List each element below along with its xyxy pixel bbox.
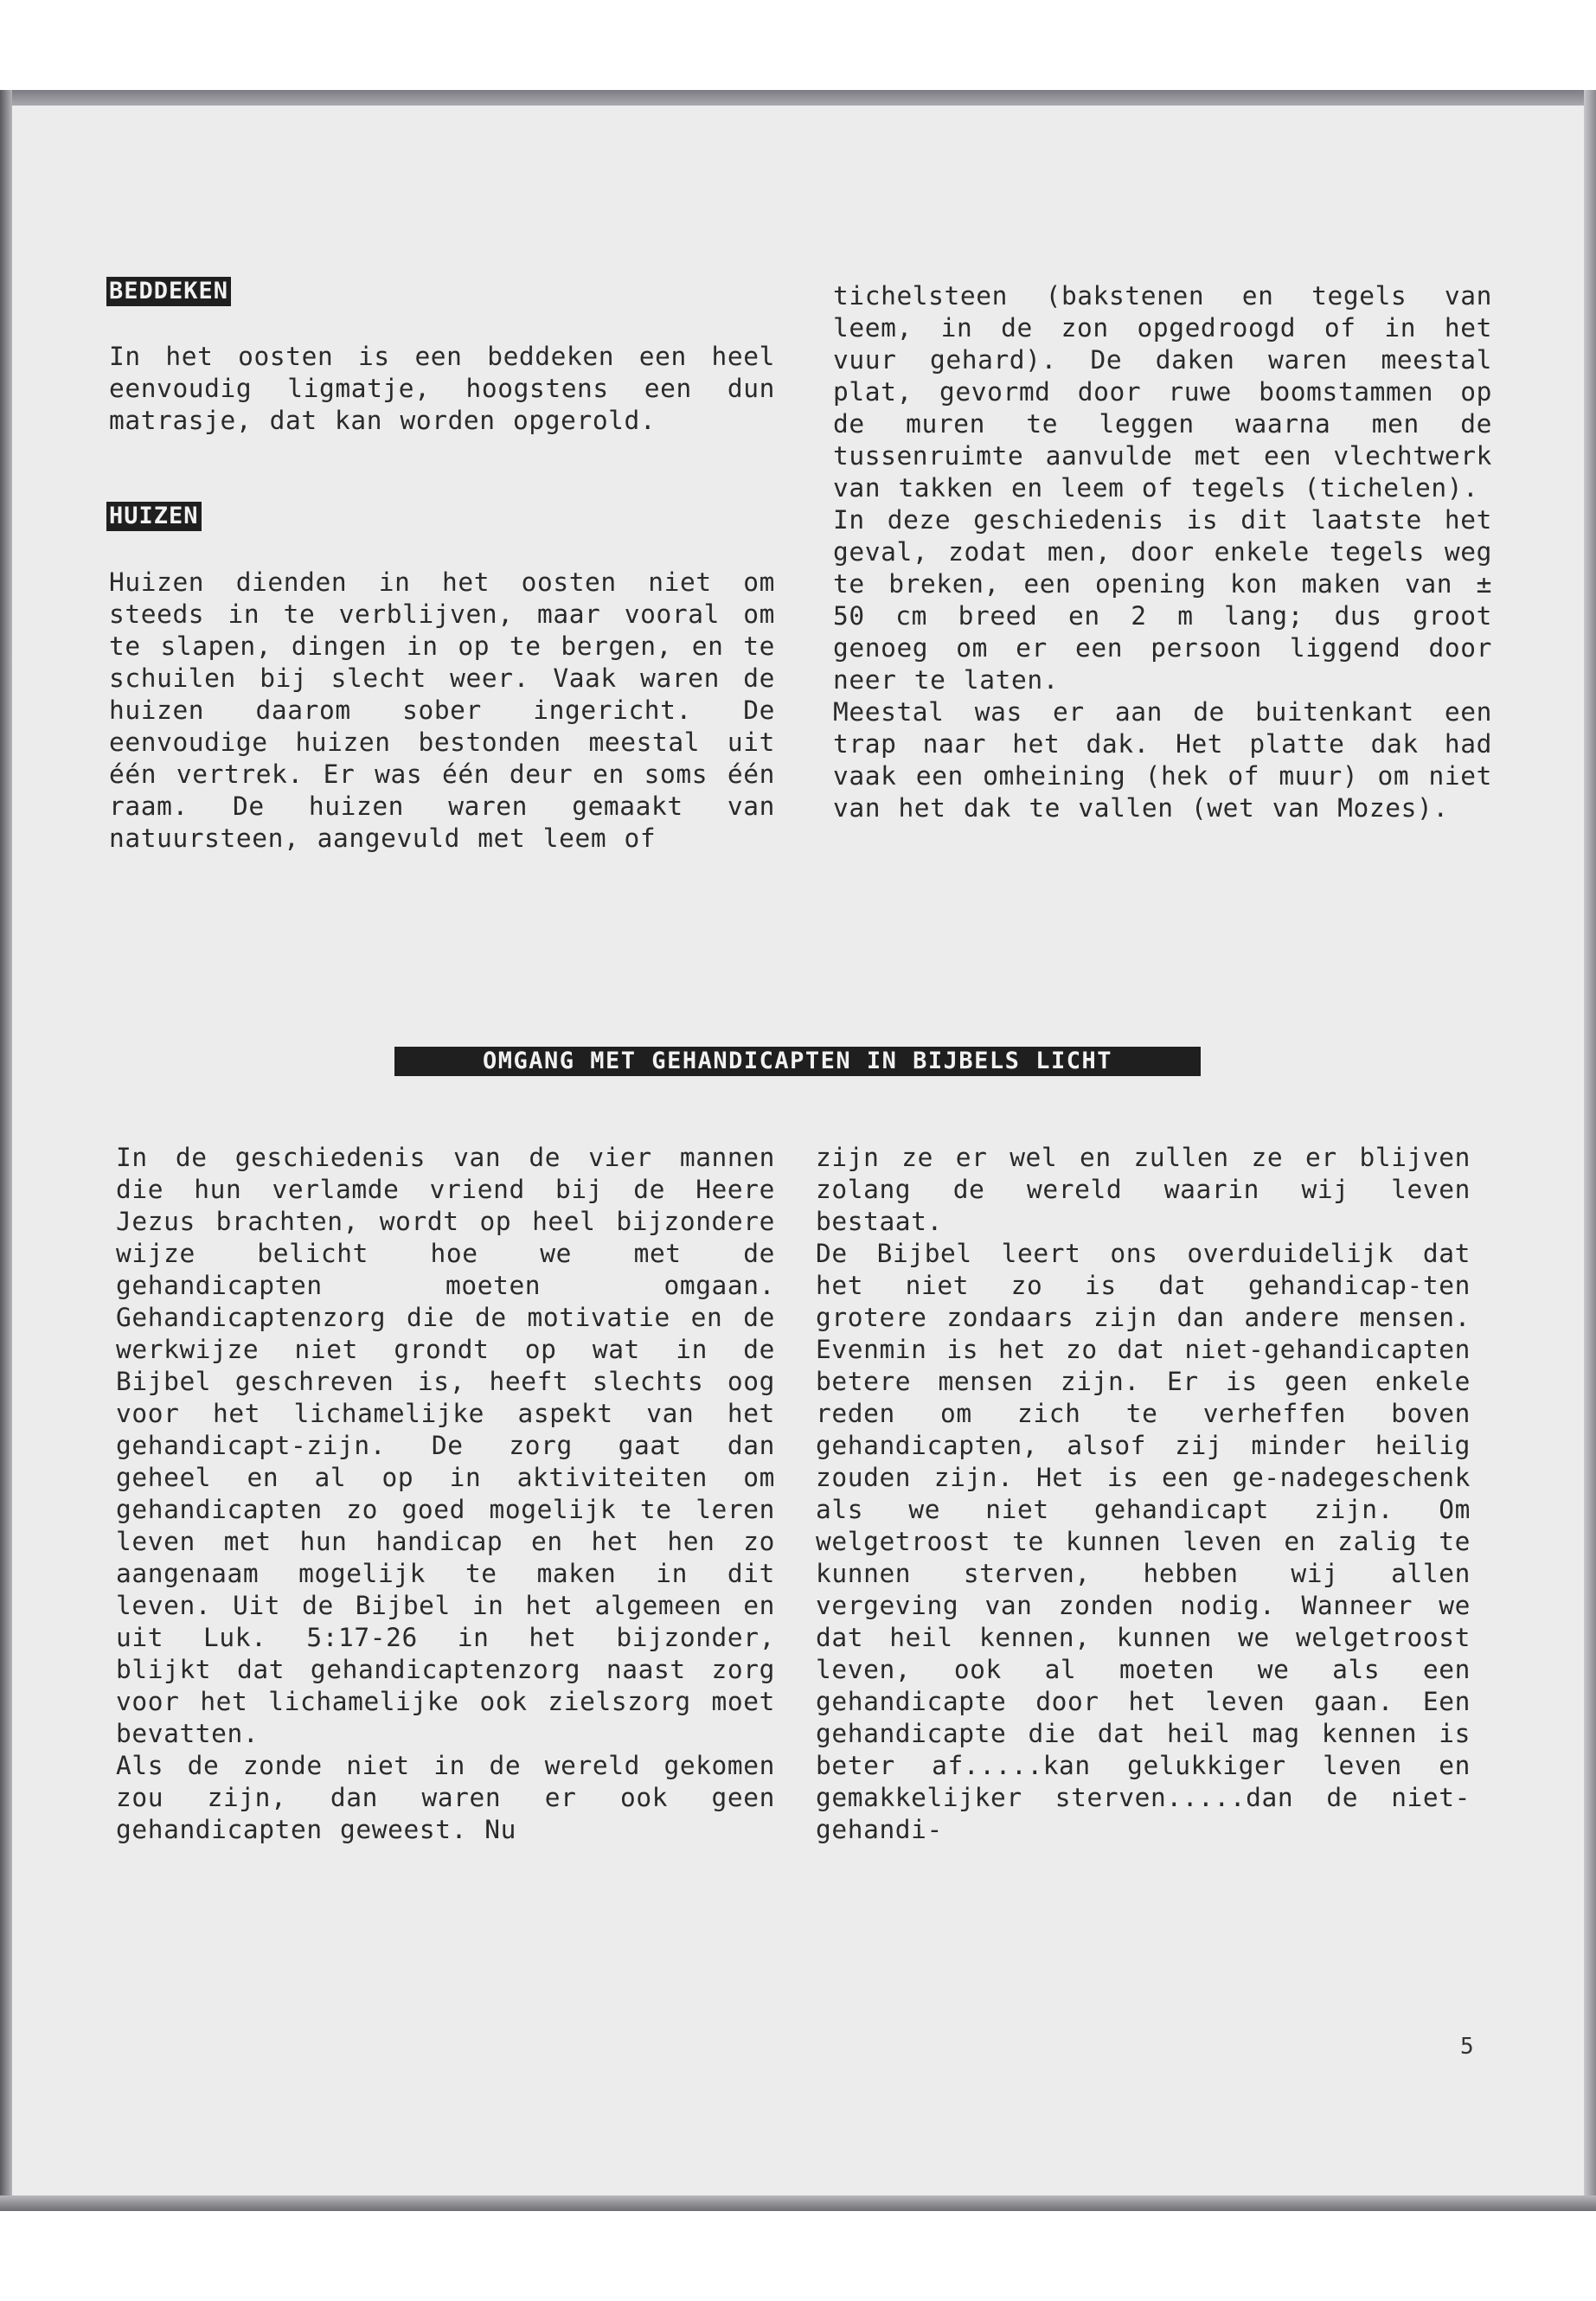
omgang-left-paragraph-1: In de geschiedenis van de vier mannen die hun verlamde vriend bij de Heere Jezus brachten, wordt op heel bijzondere wijze belicht hoe we met de gehandicapten moeten omgaan. Gehandicaptenzorg die de motivatie en de werkwijze niet grondt op wat in de Bijbel geschreven is, heeft slechts oog voor het lichamelijke aspekt van het gehandicapt-zijn. De zorg gaat dan geheel en al op in aktiviteiten om gehandicapten zo goed mogelijk te leren leven met hun handicap en het hen zo aangenaam mogelijk te maken in dit leven. Uit de Bijbel in het algemeen en uit Luk. 5:17-26 in het bijzonder, blijkt dat gehandicaptenzorg naast zorg voor het lichamelijke ook zielszorg moet bevatten. — [116, 1143, 775, 1748]
omgang-text-right — [816, 1142, 1471, 1846]
huizen-paragraph-1: Huizen dienden in het oosten niet om steeds in te verblijven, maar vooral om te slapen, dingen in op te bergen, en te schuilen bij slecht weer. Vaak waren de huizen daarom sober ingericht. De eenvoudige huizen bestonden meestal uit één vertrek. Er was één deur en soms één raam. De huizen waren gemaakt van natuursteen, aangevuld met leem of — [109, 567, 775, 853]
omgang-left-paragraph-2: Als de zonde niet in de wereld gekomen zou zijn, dan waren er ook geen gehandicapten geweest. Nu — [116, 1751, 775, 1844]
heading-huizen: HUIZEN — [106, 502, 202, 531]
huizen-continued-paragraph-2: In deze geschiedenis is dit laatste het geval, zodat men, door enkele tegels weg te breken, een opening kon maken van ± 50 cm breed en 2 m lang; dus groot genoeg om er een persoon liggend door neer te laten. — [833, 505, 1492, 695]
huizen-continued-paragraph-1: tichelsteen (bakstenen en tegels van leem, in de zon opgedroogd of in het vuur gehard). De daken waren meestal plat, gevormd door ruwe boomstammen op de muren te leggen waarna men de tussenruimte aanvulde met een vlechtwerk van takken en leem of tegels (tichelen). — [833, 281, 1492, 503]
omgang-text-left — [116, 1142, 775, 1846]
scan-border-left — [0, 90, 12, 2211]
heading-omgang-met-gehandicapten: OMGANG MET GEHANDICAPTEN IN BIJBELS LICHT — [394, 1047, 1201, 1076]
huizen-text-left — [109, 567, 775, 855]
huizen-text-right — [833, 280, 1492, 824]
scan-border-top — [0, 90, 1596, 106]
beddeken-text — [109, 341, 775, 437]
heading-beddeken: BEDDEKEN — [106, 277, 231, 306]
beddeken-paragraph-1: In het oosten is een beddeken een heel eenvoudig ligmatje, hoogstens een dun matrasje, dat kan worden opgerold. — [109, 342, 775, 435]
omgang-right-paragraph-2: De Bijbel leert ons overduidelijk dat het niet zo is dat gehandicap-ten grotere zondaars zijn dan andere mensen. Evenmin is het zo dat niet-gehandicapten betere mensen zijn. Er is geen enkele reden om zich te verheffen boven gehandicapten, alsof zij minder heilig zouden zijn. Het is een ge-nadegeschenk als we niet gehandicapt zijn. Om welgetroost te kunnen leven en zalig te kunnen sterven, hebben wij allen vergeving van zonden nodig. Wanneer we dat heil kennen, kunnen we welgetroost leven, ook al moeten we als een gehandicapte door het leven gaan. Een gehandicapte die dat heil mag kennen is beter af.....kan gelukkiger leven en gemakkelijker sterven.....dan de niet-gehandi- — [816, 1239, 1471, 1844]
huizen-continued-paragraph-3: Meestal was er aan de buitenkant een trap naar het dak. Het platte dak had vaak een omheining (hek of muur) om niet van het dak te vallen (wet van Mozes). — [833, 697, 1492, 823]
scan-border-right — [1584, 90, 1596, 2211]
scan-border-bottom — [0, 2195, 1596, 2211]
omgang-right-paragraph-1: zijn ze er wel en zullen ze er blijven zolang de wereld waarin wij leven bestaat. — [816, 1143, 1471, 1236]
page-number: 5 — [1460, 2034, 1474, 2060]
